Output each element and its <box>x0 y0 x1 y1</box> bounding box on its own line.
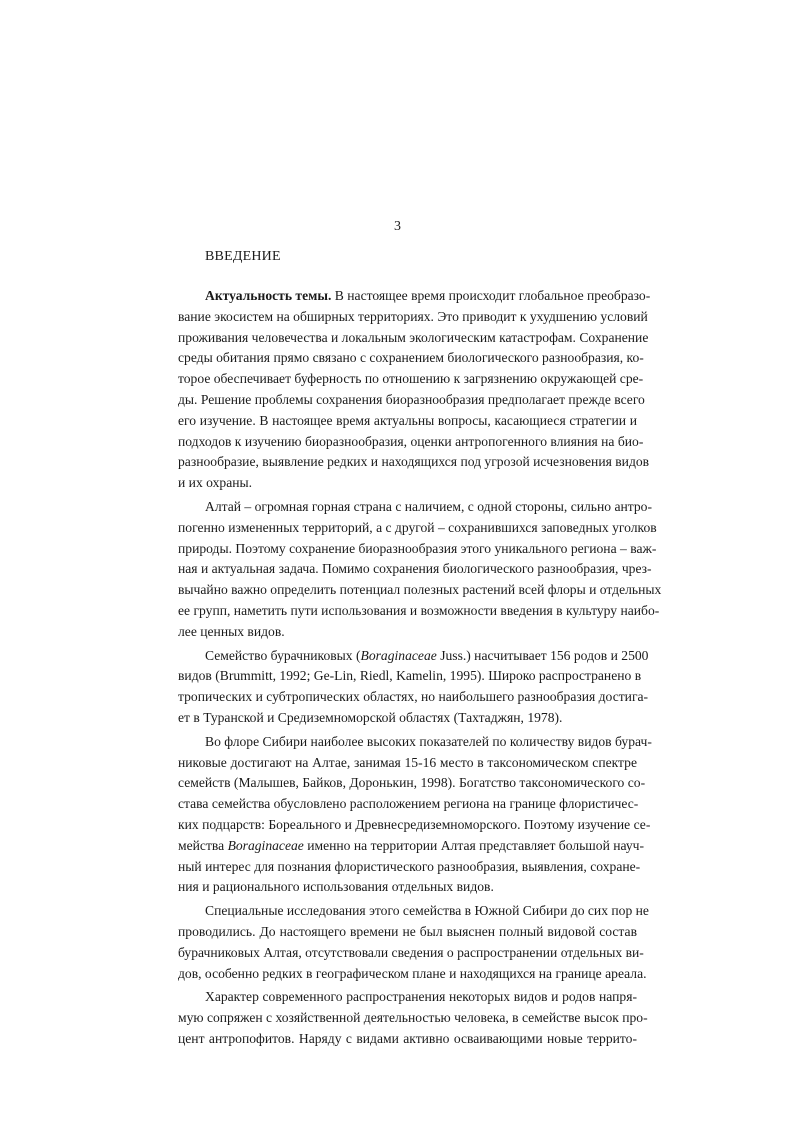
text-line: мую сопряжен с хозяйственной деятельностью человека, в семействе высок про- <box>178 1010 648 1026</box>
text-line: его изучение. В настоящее время актуальны вопросы, касающиеся стратегии и <box>178 412 637 428</box>
text-line: Семейство бурачниковых (Boraginaceae Juss.) насчитывает 156 родов и 2500 <box>205 647 649 663</box>
text-line: природы. Поэтому сохранение биоразнообразия этого уникального региона – важ- <box>178 540 657 556</box>
text-line: Во флоре Сибири наиболее высоких показателей по количеству видов бурач- <box>205 733 652 749</box>
text-line: погенно измененных территорий, а с другой – сохранившихся заповедных уголков <box>178 519 657 535</box>
paragraph <box>178 286 651 494</box>
taxon-name: Boraginaceae <box>360 647 437 663</box>
paragraph <box>178 732 652 898</box>
body-text <box>178 286 662 1050</box>
text-line: ее групп, наметить пути использования и возможности введения в культуру наибо- <box>178 602 660 618</box>
text-line: ния и рационального использования отдельных видов. <box>178 879 494 895</box>
bold-lead: Актуальность темы. <box>205 288 332 303</box>
text-line: Актуальность темы. В настоящее время происходит глобальное преобразо- <box>205 288 651 303</box>
text-line: цент антропофитов. Наряду с видами активно осваивающими новые террито- <box>178 1030 637 1046</box>
paragraph <box>178 497 662 643</box>
text-line: среды обитания прямо связано с сохранением биологического разнообразия, ко- <box>178 350 644 366</box>
text-line: семейств (Малышев, Байков, Доронькин, 1998). Богатство таксономического со- <box>178 775 646 791</box>
text-line: никовые достигают на Алтае, занимая 15-16 место в таксономическом спектре <box>178 754 637 770</box>
taxon-name: Boraginaceae <box>227 837 304 853</box>
text-line: лее ценных видов. <box>178 623 285 639</box>
text-line: Характер современного распространения некоторых видов и родов напря- <box>205 989 637 1005</box>
text-line: вычайно важно определить потенциал полезных растений всей флоры и отдельных <box>178 582 662 598</box>
text-line: ких подцарств: Бореального и Древнесредиземноморского. Поэтому изучение се- <box>178 816 651 832</box>
page-number: 3 <box>394 219 401 234</box>
text-line: Специальные исследования этого семейства в Южной Сибири до сих пор не <box>205 903 649 919</box>
text-line: ет в Туранской и Средиземноморской областях (Тахтаджян, 1978). <box>178 709 563 725</box>
text-line: подходов к изучению биоразнообразия, оценки антропогенного влияния на био- <box>178 433 644 449</box>
text-line: проводились. До настоящего времени не был выяснен полный видовой состав <box>178 923 637 939</box>
text-line: Алтай – огромная горная страна с наличием, с одной стороны, сильно антро- <box>205 498 652 514</box>
text-line: мейства Boraginaceae именно на территории Алтая представляет большой науч- <box>178 837 645 853</box>
text-line: проживания человечества и локальным экологическим катастрофам. Сохранение <box>178 329 649 345</box>
paragraph <box>178 901 649 984</box>
paragraph <box>178 987 648 1049</box>
section-heading: ВВЕДЕНИЕ <box>205 249 281 264</box>
text-line: торое обеспечивает буферность по отношению к загрязнению окружающей сре- <box>178 371 644 387</box>
text-line: разнообразие, выявление редких и находящихся под угрозой исчезновения видов <box>178 454 650 470</box>
text-line: става семейства обусловлено расположением региона на границе флористичес- <box>178 796 639 812</box>
text-line: дов, особенно редких в географическом плане и находящихся на границе ареала. <box>178 965 647 981</box>
paragraph <box>178 646 649 729</box>
text-line: ды. Решение проблемы сохранения биоразнообразия предполагает прежде всего <box>178 391 645 407</box>
text-line: вание экосистем на обширных территориях. Это приводит к ухудшению условий <box>178 308 648 324</box>
text-line: тропических и субтропических областях, но наибольшего разнообразия достига- <box>178 689 649 705</box>
text-line: и их охраны. <box>178 475 253 491</box>
text-line: ная и актуальная задача. Помимо сохранения биологического разнообразия, чрез- <box>178 561 652 577</box>
text-line: бурачниковых Алтая, отсутствовали сведения о распространении отдельных ви- <box>178 944 644 960</box>
text-line: ный интерес для познания флористического разнообразия, выявления, сохране- <box>178 858 641 874</box>
text-line: видов (Brummitt, 1992; Ge-Lin, Riedl, Kamelin, 1995). Широко распространено в <box>178 668 642 684</box>
